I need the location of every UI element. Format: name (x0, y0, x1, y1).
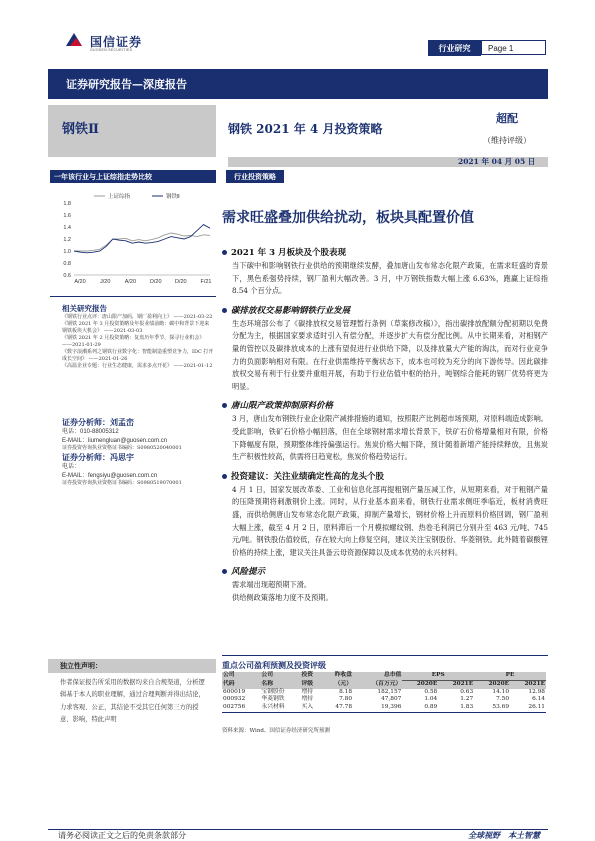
page-title: 钢铁 2021 年 4 月投资策略 (228, 122, 383, 136)
x-tick-label: F/21 (200, 279, 212, 285)
table-cell: 19,396 (381, 704, 402, 711)
table-cell: 8.18 (339, 688, 353, 695)
section-text: 3 月，唐山发布钢铁行业企业限产减排措施的通知，按照限产比例超市场预期，对原料端造成影响。受此影响，铁矿石价格小幅回落，但在全球钢材需求增长背景下，铁矿石价格增量相对有限，价格下降幅度有限，预期整体维持偏强运行。焦炭价格大幅下降，预计随着新增产能持续释放，且焦炭生产积极性较高，供需将日趋宽松，焦炭价格趋势运行。 (232, 414, 548, 462)
series-line (74, 225, 210, 253)
y-tick-label: 0.8 (63, 261, 71, 267)
table-cell: 000932 (223, 696, 246, 703)
section-heading: 唐山限产政策抑制原料价格 (222, 399, 548, 411)
y-tick-label: 1.4 (63, 225, 71, 231)
section-text: 当下碳中和影响钢铁行业供给的预期继续发酵，叠加唐山发布常态化限产政策，在需求旺盛的背景下，黑色系强势持续，钢厂盈利大幅改善。3 月，中万钢铁指数大幅上涨 6.63%，跑赢上证综指 8.54 个百分点。 (232, 261, 548, 296)
y-tick-label: 1.2 (63, 237, 71, 243)
disclaimer-text: 作者保证报告所采用的数据均来自合规渠道，分析逻辑基于本人的职业理解，通过合理判断并得出结论，力求客观、公正，其结论不受其它任何第三方的授意、影响，特此声明 (60, 679, 205, 723)
table-header-cell: 名称 (261, 680, 274, 687)
analyst-email: E-MAIL：fengsiyu@guosen.com.cn (62, 472, 158, 479)
logo-name-en: GUOSEN SECURITIES (90, 48, 133, 52)
table-cell: 0.89 (424, 704, 438, 711)
table-cell: 华菱钢铁 (261, 696, 285, 703)
table-cell: 0.58 (424, 688, 438, 695)
table-cell: 7.50 (496, 696, 510, 703)
report-category: 证券研究报告—深度报告 (66, 78, 187, 91)
chart-tag: 一年该行业与上证综指走势比较 (50, 170, 216, 183)
table-cell: 6.14 (532, 696, 545, 703)
table-cell: 0.63 (460, 688, 474, 695)
table-title: 重点公司盈利预测及投资评级 (222, 660, 326, 670)
analyst-cert: 证券投资咨询执业资格证书编码：S0980519070001 (62, 480, 182, 486)
table-cell: 002756 (223, 704, 246, 711)
bullet-icon (222, 569, 227, 574)
bullet-icon (222, 403, 227, 408)
legend-label: 上证综指 (108, 194, 131, 200)
table-cell: 47.78 (335, 704, 353, 711)
x-tick-label: J/20 (99, 279, 111, 285)
index-comparison-chart (50, 187, 216, 292)
table-cell: 26.11 (528, 704, 545, 711)
table-header-cell: PE (474, 672, 546, 680)
table-cell: 7.80 (339, 696, 353, 703)
list-item: 《钢铁 2021 年 3 月投资策略及年报业绩前瞻：碳中和背景下迎来钢铁板块大机会》 ——2021-03-03 (62, 321, 210, 334)
logo-icon (64, 30, 84, 50)
table-cell: 增持 (301, 696, 314, 703)
section-text: 生态环境部公布了《碳排放权交易管理暂行条例（草案修改稿）》，指出碳排放配额分配初期以免费分配为主，根据国家要求适时引入有偿分配，并逐步扩大有偿分配比例。从中长期来看，对相钢产量的管控以及碳排放成本的上涨有望促进行业供给下降，以及排放量大产能的淘汰，而对行业竞争力的负面影响相对有限。在行业供需维持平衡状态下，成本也可较为充分的向下游传导。因此碳排放权交易有利于行业要并重组开展，有助于行业估值中枢的抬升，吨钢综合能耗的钢厂优势将更为明显。 (232, 318, 548, 391)
table-header-cell: 总市值 (383, 672, 402, 679)
table-header-cell: 2021E (524, 680, 545, 687)
sector-name: 钢铁Ⅱ (62, 122, 99, 137)
table-header-cell: 评级 (301, 680, 314, 687)
section-text: 需求端出现超预期下滑。 供给侧政策落地力度不及预期。 (232, 580, 333, 602)
x-tick-label: A/20 (124, 279, 137, 285)
table-header-cell: 昨收盘 (334, 672, 353, 679)
table-header-cell: （百万元） (372, 680, 402, 687)
headline: 需求旺盛叠加供给扰动，板块具配置价值 (222, 210, 474, 226)
list-item: 《数字浪潮系列之钢铁行业数字化：智能制造重塑竞争力，IDC 打开成长空间》 ——2021-01-26 (62, 349, 214, 362)
section-heading: 投资建议：关注业绩确定性高的龙头个股 (222, 470, 548, 482)
footer-disclaimer: 请务必阅读正文之后的免责条款部分 (58, 831, 186, 840)
divider (50, 296, 216, 297)
table-row (222, 704, 546, 712)
table-cell: 182,157 (377, 688, 402, 695)
table-source: 资料来源：Wind、国信证券经济研究所预测 (222, 728, 330, 734)
report-date: 2021 年 04 月 05 日 (458, 157, 536, 166)
y-tick-label: 1.0 (63, 249, 71, 255)
logo-name: 国信证券 (90, 35, 143, 49)
y-tick-label: 1.6 (63, 213, 71, 219)
strategy-tag: 行业投资策略 (226, 170, 284, 183)
bullet-icon (222, 308, 227, 313)
table-header-cell: 投资 (301, 672, 314, 679)
table-header-cell: 代码 (223, 680, 235, 687)
analyst-email: E-MAIL：liumengluan@guosen.com.cn (62, 437, 168, 444)
y-tick-label: 0.6 (63, 273, 71, 279)
body-sections (222, 246, 548, 604)
footer-slogan: 全球视野 本土智慧 (468, 830, 540, 840)
table-cell: 永兴材料 (261, 704, 285, 711)
list-item: 《钢铁行业点评：唐山限产加码，钢厂盈利向上》 ——2021-03-22 (62, 314, 213, 320)
table-header-cell: 2020E (416, 680, 438, 687)
table-cell: 14.10 (492, 688, 510, 695)
rating: 超配 (496, 112, 518, 125)
table-cell: 12.98 (528, 688, 545, 695)
y-tick-label: 1.8 (63, 201, 71, 207)
report-type-tag: 行业研究 (428, 40, 481, 56)
related-reports-heading: 相关研究报告 (62, 304, 107, 313)
list-item: 《钢铁 2021 年 2 月投资策略：复盘历年季节，探寻行业机会》 ——2021-01-29 (62, 335, 205, 348)
section-heading: 风险提示 (222, 565, 548, 577)
table-header-cell: 公司 (223, 672, 235, 679)
x-tick-label: O/20 (149, 279, 162, 285)
series-line (74, 233, 210, 251)
table-header-row (222, 672, 546, 680)
analyst-name: 证券分析师：冯思宇 (62, 452, 134, 462)
rating-note: （维持评级） (483, 136, 531, 145)
analyst-block (62, 417, 214, 487)
x-tick-label: A/20 (74, 279, 86, 285)
analyst-name: 证券分析师：刘孟峦 (62, 417, 134, 427)
table-header-cell: 公司 (261, 672, 274, 679)
table-cell: 买入 (301, 704, 314, 711)
table-header-cell: EPS (402, 672, 474, 680)
bullet-icon (222, 250, 227, 255)
section-heading: 2021 年 3 月板块及个股表现 (222, 246, 548, 258)
section-heading: 碳排放权交易影响钢铁行业发展 (222, 304, 548, 316)
section-text: 4 月 1 日，国家发展改革委、工业和信息化部再提粗钢产量压减工作，从短期来看，对于粗钢产量的压降预期将刺激钢价上涨。同时，从行业基本面来看，钢铁行业需求侧旺季临近，板材消费旺盛，而供给侧唐山发布常态化限产政策，抑制产量增长，钢材价格上升而原料价格回调，钢厂盈利大幅上涨，截至 4 月 2 日，原料滞后一个月模拟螺纹钢、热卷毛利润已分别升至 463 元/吨、745 元/吨。钢铁股估值较低，存在较大向上修复空间，建议关注宝钢股份、华菱钢铁。此外随着碳酸锂价格的持续上涨，建议关注具备云母资源保障以及成本优势的永兴材料。 (232, 484, 548, 557)
related-reports-list (62, 314, 214, 370)
page-number: Page 1 (481, 40, 546, 55)
x-tick-label: D/20 (174, 279, 187, 285)
table-header-cell: （元） (334, 680, 353, 687)
table-header-row (222, 680, 546, 688)
table-cell: 宝钢股份 (261, 688, 285, 695)
table-cell: 53.69 (492, 704, 510, 711)
divider (222, 655, 548, 656)
list-item: 《高温企业专题：行业生态健康，需求多点开花》 ——2021-01-12 (62, 363, 213, 369)
analyst-phone: 电话： (62, 464, 81, 470)
table-cell: 增持 (301, 688, 314, 695)
table-cell: 47,807 (381, 696, 402, 703)
disclaimer-heading: 独立性声明： (48, 659, 216, 673)
table-cell: 1.27 (460, 696, 474, 703)
forecast-table (222, 672, 546, 713)
table-cell: 1.83 (460, 704, 474, 711)
legend-label: 钢铁Ⅱ (166, 194, 180, 200)
table-cell: 600019 (223, 688, 246, 695)
analyst-phone: 电话：010-88005312 (62, 429, 119, 435)
table-cell: 1.04 (424, 696, 438, 703)
analyst-cert: 证券投资咨询执业资格证书编码：S0980520040001 (62, 445, 182, 451)
bullet-icon (222, 474, 227, 479)
table-header-cell: 2021E (452, 680, 474, 687)
table-header-cell: 2020E (488, 680, 510, 687)
